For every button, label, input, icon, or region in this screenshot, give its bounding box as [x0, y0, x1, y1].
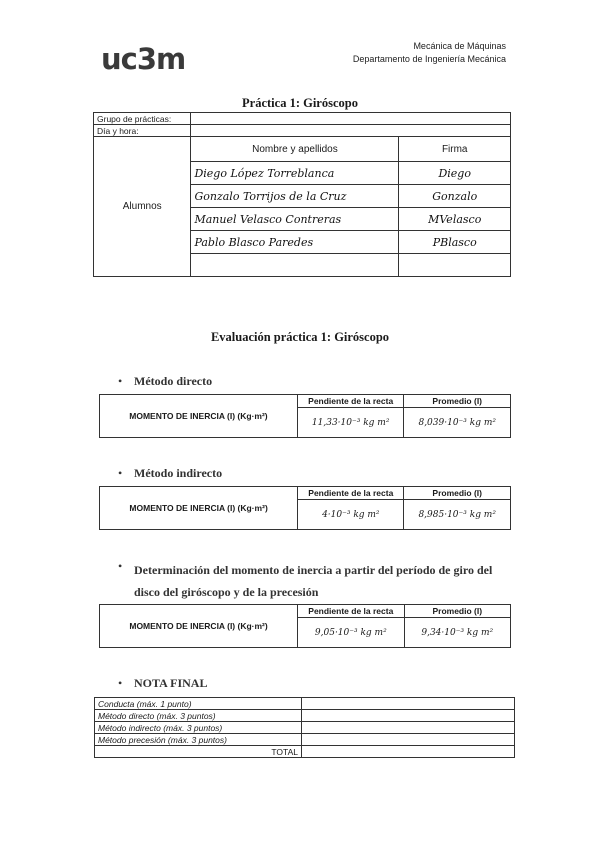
student-name: Diego López Torreblanca [191, 162, 399, 185]
students-table [93, 112, 511, 277]
dia-label: Día y hora: [94, 125, 191, 137]
course-name: Mecánica de Máquinas [413, 41, 506, 51]
inertia-label: MOMENTO DE INERCIA (I) (Kg·m²) [100, 395, 298, 438]
method-table [99, 604, 511, 648]
inertia-label: MOMENTO DE INERCIA (I) (Kg·m²) [100, 487, 298, 530]
student-name [191, 254, 399, 277]
nota-row-value [302, 734, 515, 746]
method-heading: Determinación del momento de inercia a partir del período de giro del disco del giróscopo y de la precesión [134, 563, 493, 599]
slope-header: Pendiente de la recta [298, 487, 404, 500]
bullet: • [118, 559, 123, 573]
total-value [302, 746, 515, 758]
total-label: TOTAL [95, 746, 302, 758]
nota-row-value [302, 710, 515, 722]
grupo-value [191, 113, 511, 125]
student-signature: MVelasco [399, 208, 511, 231]
dia-value [191, 125, 511, 137]
average-header: Promedio (I) [404, 605, 510, 618]
uc3m-logo: uc3m [101, 42, 186, 76]
slope-header: Pendiente de la recta [298, 605, 404, 618]
student-name: Pablo Blasco Paredes [191, 231, 399, 254]
nota-row-label: Método indirecto (máx. 3 puntos) [95, 722, 302, 734]
alumnos-label: Alumnos [94, 137, 191, 277]
student-name: Gonzalo Torrijos de la Cruz [191, 185, 399, 208]
slope-value: 4·10⁻³ kg m² [298, 500, 404, 530]
department-name: Departamento de Ingeniería Mecánica [352, 54, 506, 64]
student-signature: Diego [399, 162, 511, 185]
bullet: • [118, 374, 123, 388]
student-signature: PBlasco [399, 231, 511, 254]
slope-value: 11,33·10⁻³ kg m² [297, 408, 404, 438]
method-heading: Método directo [134, 374, 213, 388]
slope-header: Pendiente de la recta [297, 395, 404, 408]
bullet: • [118, 466, 123, 480]
nota-row-label: Conducta (máx. 1 punto) [95, 698, 302, 710]
student-signature: Gonzalo [399, 185, 511, 208]
average-header: Promedio (I) [404, 487, 511, 500]
average-header: Promedio (I) [404, 395, 511, 408]
inertia-label: MOMENTO DE INERCIA (I) (Kg·m²) [100, 605, 298, 648]
slope-value: 9,05·10⁻³ kg m² [298, 618, 404, 648]
name-column-header: Nombre y apellidos [191, 137, 399, 162]
method-heading: Método indirecto [134, 466, 223, 480]
nota-row-value [302, 722, 515, 734]
page-title: Práctica 1: Giróscopo [242, 96, 358, 110]
evaluation-title: Evaluación práctica 1: Giróscopo [210, 330, 390, 344]
department-header [353, 40, 506, 66]
average-value: 8,985·10⁻³ kg m² [404, 500, 511, 530]
nota-table [94, 697, 515, 758]
signature-column-header: Firma [399, 137, 511, 162]
average-value: 8,039·10⁻³ kg m² [404, 408, 511, 438]
grupo-label: Grupo de prácticas: [94, 113, 191, 125]
student-signature [399, 254, 511, 277]
nota-heading: NOTA FINAL [134, 676, 208, 690]
bullet: • [118, 676, 123, 690]
nota-row-label: Método directo (máx. 3 puntos) [95, 710, 302, 722]
student-name: Manuel Velasco Contreras [191, 208, 399, 231]
average-value: 9,34·10⁻³ kg m² [404, 618, 510, 648]
method-table [99, 394, 511, 438]
nota-row-label: Método precesión (máx. 3 puntos) [95, 734, 302, 746]
method-table [99, 486, 511, 530]
nota-row-value [302, 698, 515, 710]
